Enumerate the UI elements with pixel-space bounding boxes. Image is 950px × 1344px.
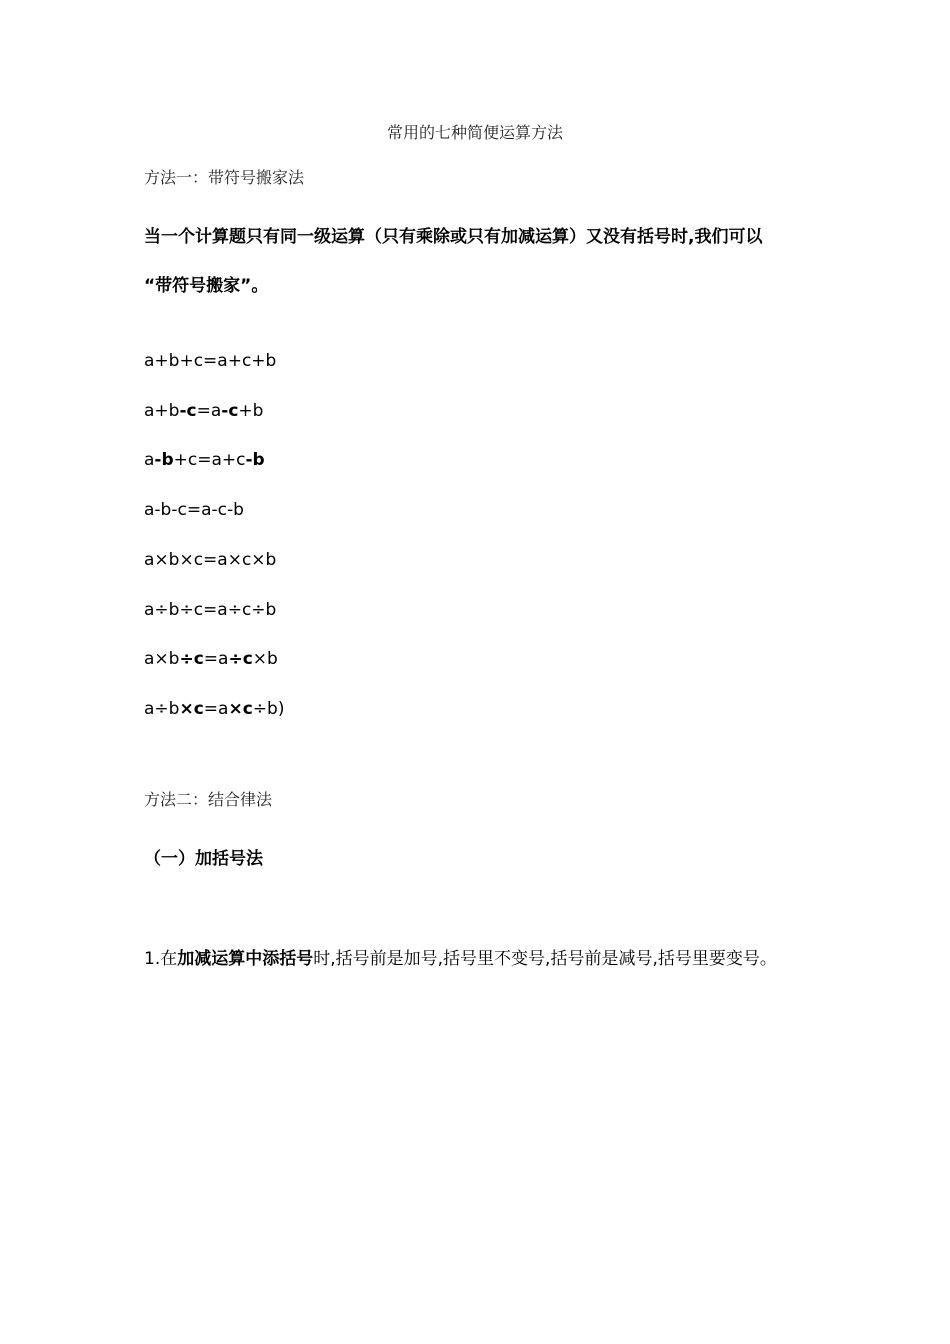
formula-line <box>144 651 278 668</box>
formula-segment: -b <box>154 450 174 470</box>
formula-line <box>144 353 276 370</box>
formula-segment: a <box>144 450 155 470</box>
formula-segment: a×b×c=a×c×b <box>144 550 277 570</box>
formula-segment: =a <box>196 401 222 421</box>
formula-segment: ÷c <box>228 649 253 669</box>
formula-segment: -c <box>179 401 197 421</box>
formula-segment: a+b <box>144 401 180 421</box>
formula-segment: ÷b) <box>252 699 285 719</box>
formula-line <box>144 403 263 420</box>
formula-segment: a÷b <box>144 699 180 719</box>
rule-prefix: 1.在 <box>144 949 178 969</box>
formula-segment: ×c <box>228 699 253 719</box>
method1-desc-line1: 当一个计算题只有同一级运算（只有乘除或只有加减运算）又没有括号时,我们可以 <box>144 227 763 247</box>
formula-segment: -c <box>221 401 239 421</box>
formula-segment: a+b+c=a+c+b <box>144 351 277 371</box>
formula-segment: a÷b÷c=a÷c÷b <box>144 600 277 620</box>
method2-rule <box>144 951 777 968</box>
formula-segment: =a <box>203 699 229 719</box>
formula-line <box>144 502 244 519</box>
method2-sub-heading: （一）加括号法 <box>144 849 263 869</box>
formula-segment: a×b <box>144 649 180 669</box>
formula-segment: +c=a+c <box>173 450 246 470</box>
formula-line <box>144 452 265 469</box>
formula-line <box>144 552 276 569</box>
method1-desc-line2: “带符号搬家”。 <box>144 276 269 296</box>
formula-segment: ÷c <box>179 649 204 669</box>
formula-segment: ×b <box>252 649 278 669</box>
formula-segment: a-b-c=a-c-b <box>144 500 244 520</box>
formula-segment: -b <box>245 450 265 470</box>
page-title: 常用的七种简便运算方法 <box>386 123 563 142</box>
rule-suffix: 时,括号前是加号,括号里不变号,括号前是减号,括号里要变号。 <box>313 949 777 969</box>
formula-segment: ×c <box>179 699 204 719</box>
method1-heading: 方法一：带符号搬家法 <box>144 168 305 187</box>
rule-bold-text: 加减运算中添括号 <box>177 949 314 969</box>
formula-segment: +b <box>238 401 264 421</box>
formula-segment: =a <box>203 649 229 669</box>
formula-line <box>144 602 276 619</box>
formula-line <box>144 701 284 718</box>
method2-heading: 方法二：结合律法 <box>144 790 273 809</box>
